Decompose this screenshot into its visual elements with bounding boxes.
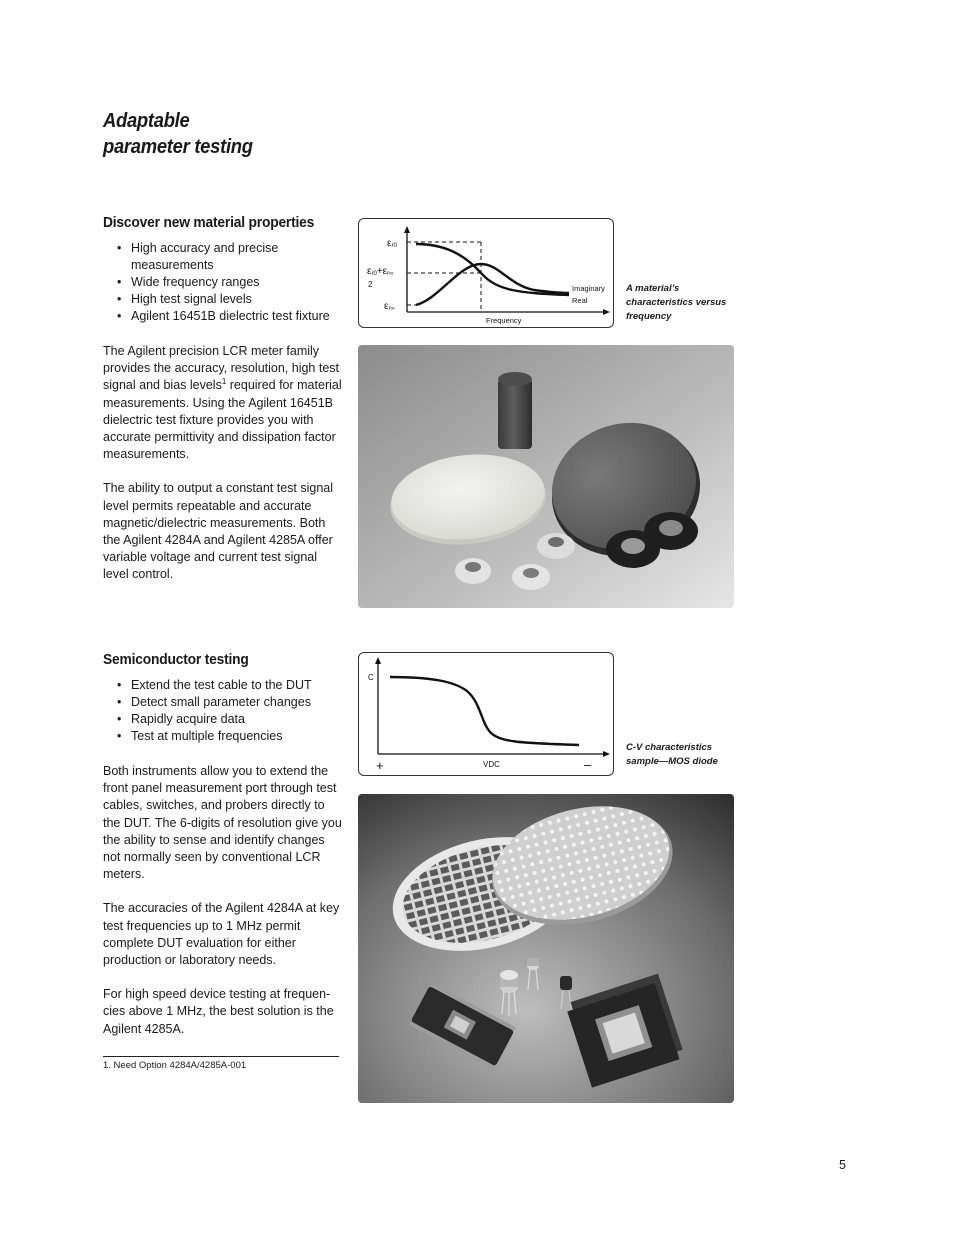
list-item: • Extend the test cable to the DUT (103, 677, 343, 694)
paragraph: Both instruments allow you to extend the front panel measurement port through test cables, switches, and probers directly to the DUT. The 6-digits of resolution give you the ability to sense and identify changes not normally seen by conventional LCR meters. (103, 764, 342, 882)
section-heading-semiconductor: Semiconductor testing (103, 651, 249, 668)
list-item: • Detect small parameter changes (103, 694, 343, 711)
section-heading-materials: Discover new material properties (103, 214, 315, 231)
list-item: • Rapidly acquire data (103, 711, 343, 728)
x-axis-arrow-icon (603, 309, 610, 315)
y-axis-label: C (368, 673, 374, 682)
materials-bullet-list (103, 240, 343, 325)
x-axis-label: VDC (483, 760, 500, 769)
cv-curve (390, 677, 579, 745)
label-real: Real (572, 296, 588, 305)
list-item: • High accuracy and precise measurements (103, 240, 311, 274)
list-item: • Wide frequency ranges (103, 274, 343, 291)
imaginary-curve (416, 264, 569, 305)
plus-bias-label: + (376, 758, 384, 773)
footnote-ref: 1 (221, 377, 227, 387)
label-eps-r0: εr0 (387, 238, 397, 249)
paragraph: The Agilent precision LCR meter family provides the accuracy, resolution, high test signal and bias levels$^1$ required for material measurements. Using the Agilent 16451B dielectric test fixture provides you with accurate permittivity and dissipation factor measurements. (103, 344, 342, 462)
paragraph: For high speed device testing at frequen-cies above 1 MHz, the best solution is the Agilent 4285A. (103, 987, 334, 1036)
page-title (103, 108, 253, 160)
list-item: • High test signal levels (103, 291, 343, 308)
semiconductor-bullet-list (103, 677, 343, 745)
footnote: 1. Need Option 4284A/4285A-001 (103, 1060, 247, 1071)
material-samples-image (358, 345, 734, 608)
page-title-line2: parameter testing (103, 136, 253, 158)
list-item: • Test at multiple frequencies (103, 728, 343, 745)
semiconductor-body-text (103, 763, 343, 1038)
label-eps-average: εr0+εr∞ (367, 266, 394, 277)
footnote-divider (103, 1056, 339, 1057)
x-axis-label: Frequency (486, 316, 522, 325)
figure-caption-cv: C-V characteristics sample—MOS diode (626, 742, 718, 767)
minus-bias-label: – (584, 757, 592, 772)
paragraph: The accuracies of the Agilent 4284A at key test frequencies up to 1 MHz permit complete DUT evaluation for either production or laboratory needs. (103, 901, 340, 968)
materials-body-text (103, 343, 343, 584)
real-curve (416, 244, 569, 295)
paragraph: The ability to output a constant test signal level permits repeatable and accurate magnetic/dielectric measurements. Both the Agilent 4284A and Agilent 4285A offer variable voltage and current test signal level control. (103, 481, 333, 582)
y-axis-arrow-icon (404, 226, 410, 233)
page-title-line1: Adaptable (103, 110, 190, 132)
x-axis-arrow-icon (603, 751, 610, 757)
page-number: 5 (839, 1158, 846, 1172)
label-eps-average-denominator: 2 (368, 280, 373, 289)
material-samples-photo (358, 345, 734, 608)
list-item: • Agilent 16451B dielectric test fixture (103, 308, 343, 325)
cv-plot (359, 653, 613, 775)
label-imaginary: Imaginary (572, 284, 605, 293)
cv-characteristics-chart (358, 652, 614, 776)
material-frequency-chart (358, 218, 614, 328)
semiconductor-devices-image (358, 794, 734, 1103)
semiconductor-devices-photo (358, 794, 734, 1103)
material-frequency-plot (359, 219, 613, 327)
figure-caption-material: A material’s characteristics versus frequency (626, 283, 727, 322)
y-axis-arrow-icon (375, 657, 381, 664)
label-eps-rinf: εr∞ (384, 301, 395, 312)
